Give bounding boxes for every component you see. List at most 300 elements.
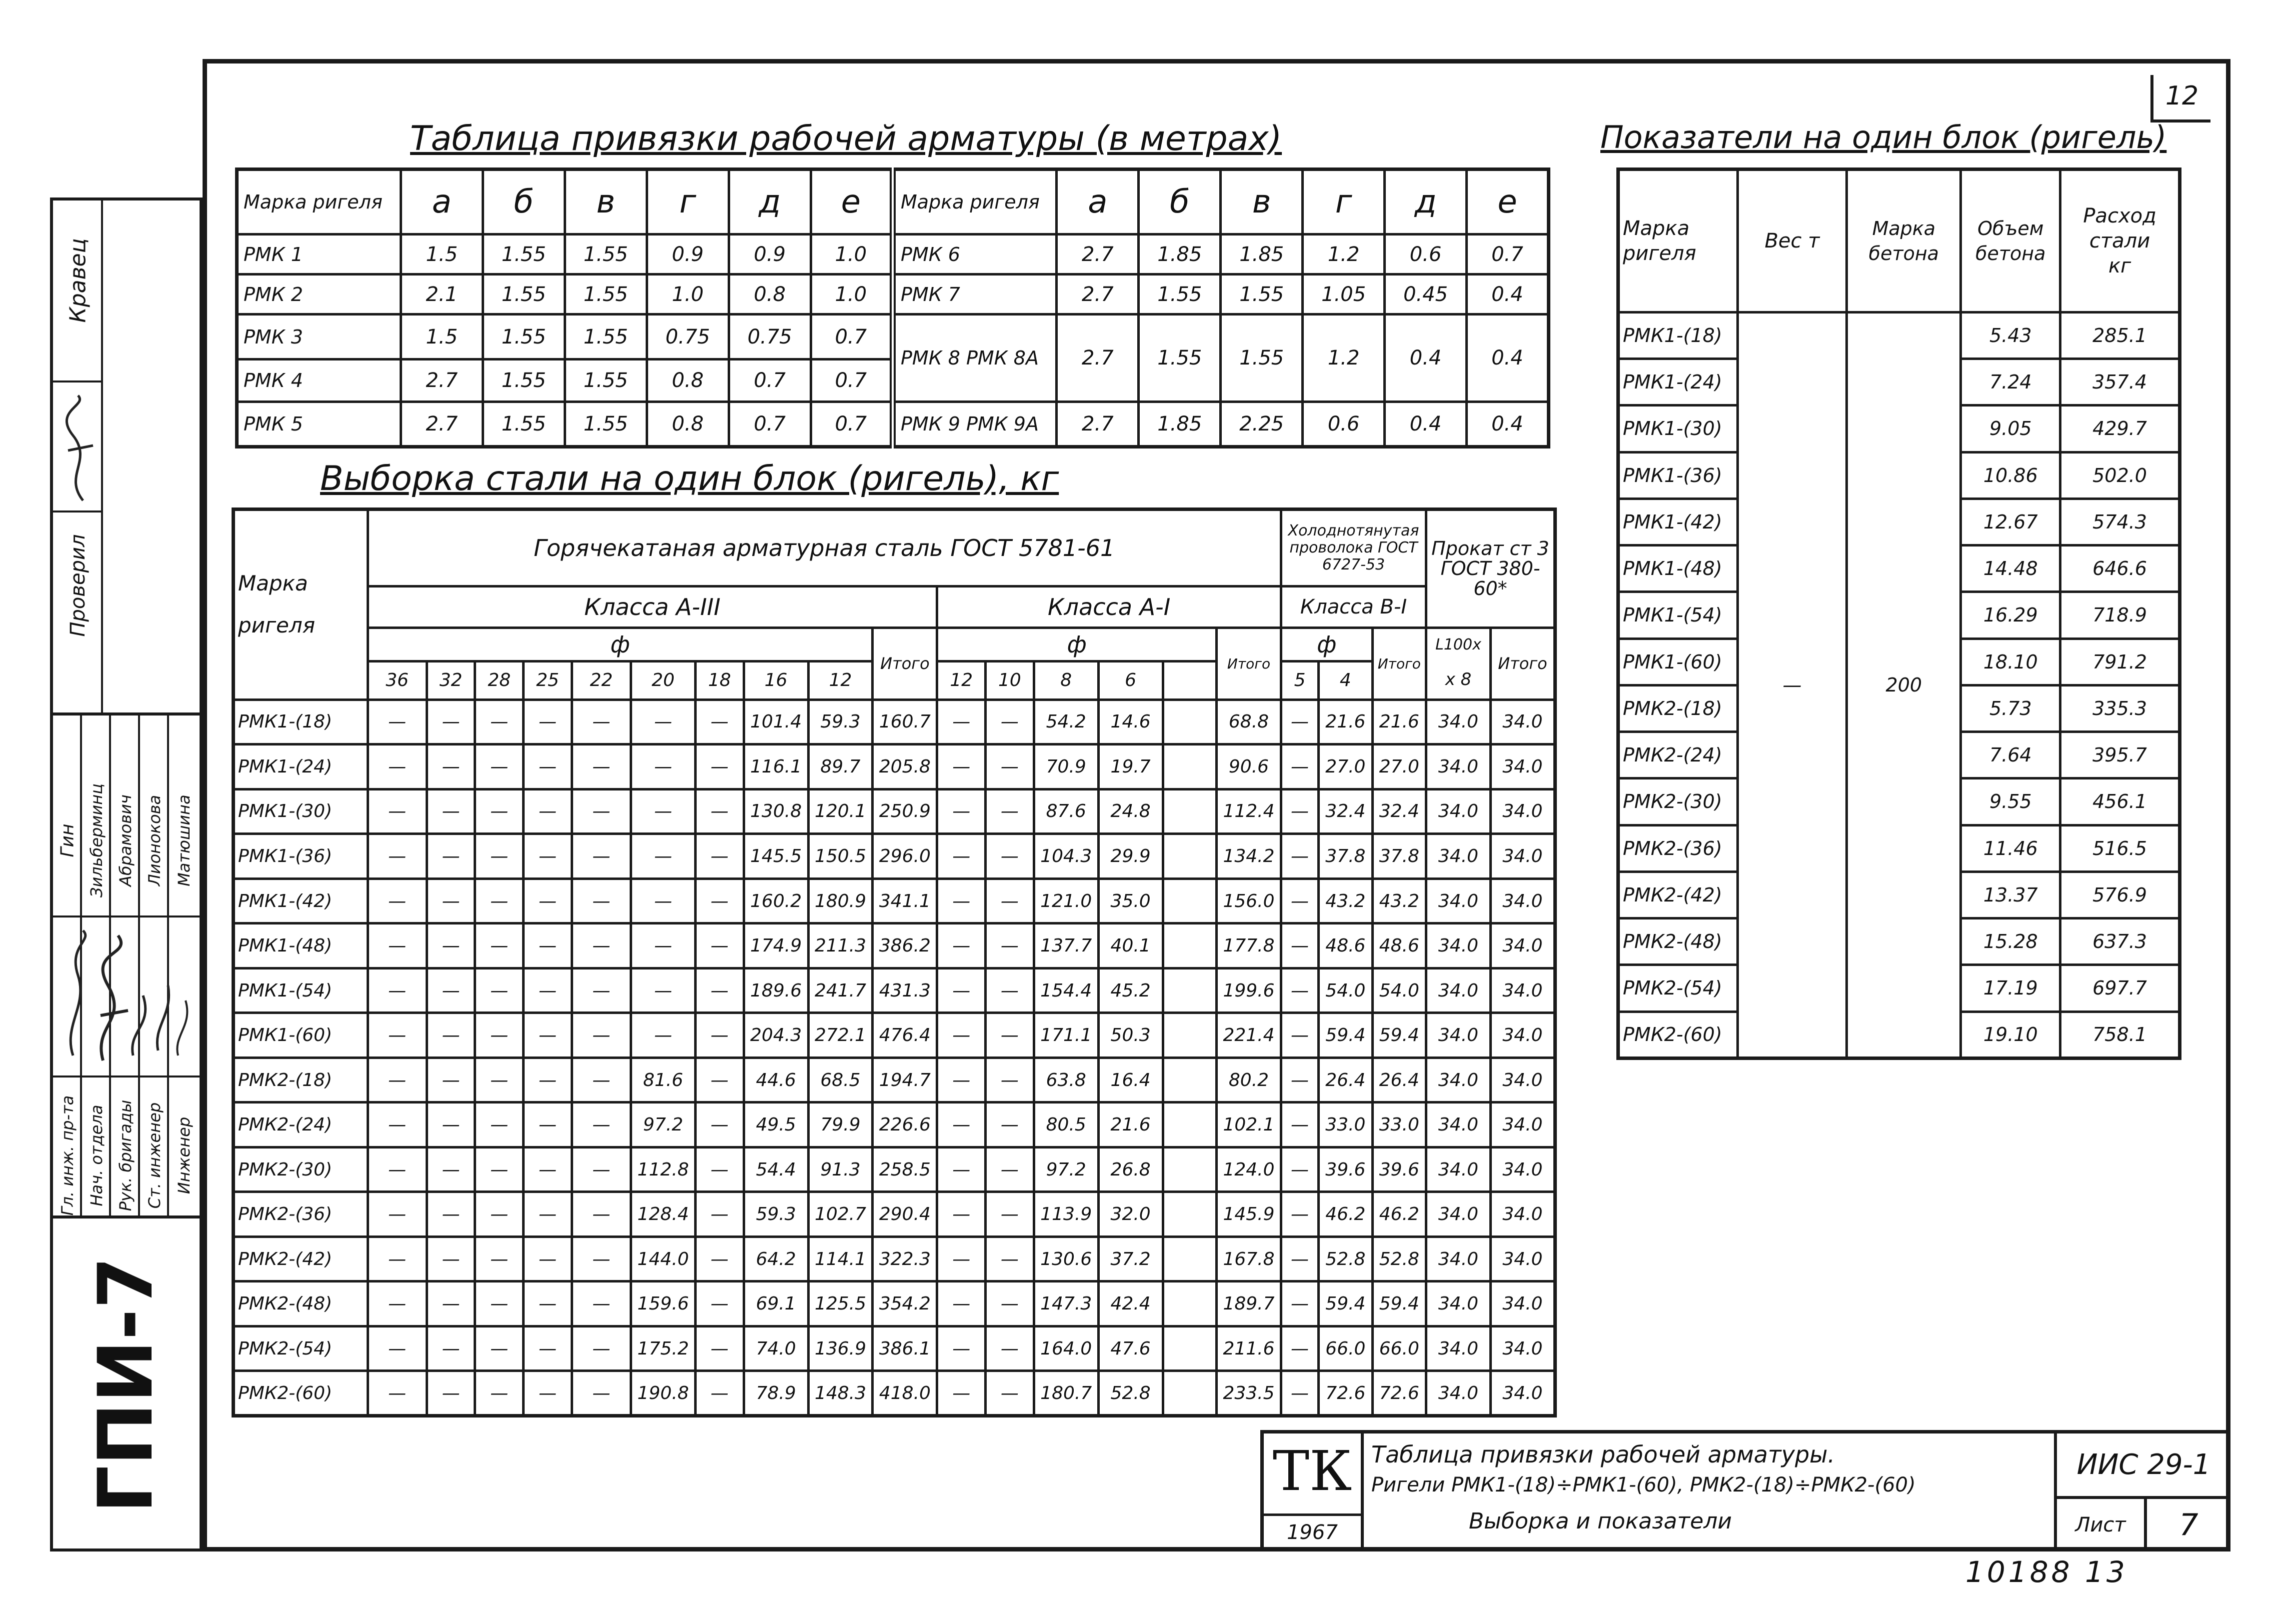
concrete-volume: 9.05 — [1961, 406, 2060, 452]
row-value: — — [695, 789, 744, 834]
row-value: — — [695, 1371, 744, 1416]
row-value: — — [524, 700, 572, 744]
row-value: 59.3 — [808, 700, 873, 744]
row-value: 211.6 — [1217, 1326, 1281, 1371]
row-value: 66.0 — [1372, 1326, 1426, 1371]
row-value: — — [1281, 1371, 1318, 1416]
row-value: — — [1281, 1013, 1318, 1058]
row-value: — — [368, 924, 427, 968]
row-value: — — [427, 924, 475, 968]
table1-header-row: Марка ригеля а б в г д е Марка ригеля а б в г д е — [237, 170, 1549, 234]
row-value: — — [368, 1102, 427, 1148]
row-value: 74.0 — [744, 1326, 808, 1371]
row-value: 34.0 — [1490, 1371, 1555, 1416]
row-value: 34.0 — [1426, 1371, 1491, 1416]
row-mark: РМК1-(36) — [234, 834, 368, 879]
row-mark: РМК2-(60) — [1618, 1012, 1738, 1058]
table2-row — [234, 1192, 1555, 1237]
row-mark: РМК1-(60) — [234, 1013, 368, 1058]
steel-consumption: 456.1 — [2060, 778, 2180, 825]
row-value: — — [937, 1236, 986, 1282]
row-value: 42.4 — [1098, 1282, 1163, 1326]
row-value: 91.3 — [808, 1147, 873, 1192]
row-value: 59.4 — [1319, 1013, 1372, 1058]
row-value: — — [475, 1147, 524, 1192]
row-value: — — [986, 968, 1034, 1013]
row-value: — — [572, 1326, 631, 1371]
row-value: — — [368, 700, 427, 744]
role-col-2: Нач. отдела Зильберминц — [82, 716, 111, 1216]
weight-value: — — [1737, 312, 1846, 1058]
row-value: — — [368, 968, 427, 1013]
row-value: — — [986, 789, 1034, 834]
table2-row — [234, 700, 1555, 744]
row-value: — — [631, 1013, 696, 1058]
checked-label: Проверил — [67, 534, 90, 637]
row-value: 34.0 — [1426, 744, 1491, 790]
row-value: 59.4 — [1319, 1282, 1372, 1326]
row-value: 45.2 — [1098, 968, 1163, 1013]
row-value: 354.2 — [873, 1282, 937, 1326]
row-value: 52.8 — [1319, 1236, 1372, 1282]
row-value: 80.5 — [1034, 1102, 1098, 1148]
table2-title: Выборка стали на один блок (ригель), кг — [320, 459, 1059, 498]
row-value: — — [572, 968, 631, 1013]
row-value: 34.0 — [1490, 834, 1555, 879]
row-value: 21.6 — [1098, 1102, 1163, 1148]
concrete-volume: 5.43 — [1961, 312, 2060, 358]
row-value: 34.0 — [1426, 878, 1491, 924]
row-value: — — [695, 1013, 744, 1058]
row-mark: РМК2-(24) — [234, 1102, 368, 1148]
row-value: — — [524, 789, 572, 834]
role-col-1: Гл. инж. пр-та Гин — [53, 716, 82, 1216]
row-value: 34.0 — [1490, 924, 1555, 968]
row-value: 34.0 — [1490, 1058, 1555, 1102]
table2-row — [234, 1013, 1555, 1058]
row-value: — — [572, 744, 631, 790]
row-value: 102.7 — [808, 1192, 873, 1237]
row-value: 116.1 — [744, 744, 808, 790]
concrete-volume: 11.46 — [1961, 825, 2060, 872]
row-mark: РМК1-(30) — [1618, 406, 1738, 452]
row-value: 101.4 — [744, 700, 808, 744]
row-value: — — [475, 1282, 524, 1326]
row-value: 145.5 — [744, 834, 808, 879]
row-value: — — [427, 834, 475, 879]
row-value: — — [986, 834, 1034, 879]
steel-consumption: 395.7 — [2060, 732, 2180, 778]
side-stamp — [50, 198, 203, 1552]
row-value: — — [368, 1147, 427, 1192]
row-value: 39.6 — [1319, 1147, 1372, 1192]
row-value: 48.6 — [1319, 924, 1372, 968]
steel-consumption: 758.1 — [2060, 1012, 2180, 1058]
row-value: 50.3 — [1098, 1013, 1163, 1058]
row-value: 177.8 — [1217, 924, 1281, 968]
row-value: — — [475, 1326, 524, 1371]
row-mark: РМК1-(48) — [1618, 546, 1738, 592]
row-value: — — [572, 924, 631, 968]
row-value: 148.3 — [808, 1371, 873, 1416]
row-value: 59.4 — [1372, 1282, 1426, 1326]
row-value: 80.2 — [1217, 1058, 1281, 1102]
row-value: 26.4 — [1372, 1058, 1426, 1102]
row-value: 54.2 — [1034, 700, 1098, 744]
row-value: 159.6 — [631, 1282, 696, 1326]
table1-row: РМК 3 1.5 1.55 1.55 0.75 0.75 0.7 РМК 8 РМК 8А 2.7 1.55 1.55 1.2 0.4 0.4 — [237, 314, 1549, 360]
row-value: — — [524, 968, 572, 1013]
row-value: 112.8 — [631, 1147, 696, 1192]
row-value: — — [631, 744, 696, 790]
row-value: 211.3 — [808, 924, 873, 968]
row-value: 90.6 — [1217, 744, 1281, 790]
row-mark: РМК2-(18) — [234, 1058, 368, 1102]
row-value: — — [427, 789, 475, 834]
row-value: 34.0 — [1426, 1282, 1491, 1326]
row-value: — — [572, 1013, 631, 1058]
row-value: 34.0 — [1426, 1236, 1491, 1282]
row-value: 167.8 — [1217, 1236, 1281, 1282]
concrete-grade: 200 — [1847, 312, 1961, 1058]
bottom-stamp — [1260, 1430, 2230, 1552]
row-value: — — [368, 1058, 427, 1102]
row-value: 189.6 — [744, 968, 808, 1013]
row-value: 174.9 — [744, 924, 808, 968]
row-mark: РМК1-(24) — [234, 744, 368, 790]
row-value: 156.0 — [1217, 878, 1281, 924]
table3-row — [1618, 312, 2180, 358]
row-mark: РМК2-(18) — [1618, 685, 1738, 732]
row-value: — — [937, 878, 986, 924]
row-value: 16.4 — [1098, 1058, 1163, 1102]
row-value: — — [524, 1147, 572, 1192]
row-value: 21.6 — [1372, 700, 1426, 744]
row-value: 34.0 — [1490, 789, 1555, 834]
row-value: — — [937, 1147, 986, 1192]
row-value: — — [986, 744, 1034, 790]
row-mark: РМК1-(36) — [1618, 452, 1738, 498]
row-value: — — [695, 1192, 744, 1237]
concrete-volume: 7.24 — [1961, 359, 2060, 406]
row-value: 97.2 — [631, 1102, 696, 1148]
steel-consumption: 718.9 — [2060, 592, 2180, 638]
concrete-volume: 9.55 — [1961, 778, 2060, 825]
row-value: — — [937, 1102, 986, 1148]
row-mark: РМК1-(18) — [1618, 312, 1738, 358]
concrete-volume: 15.28 — [1961, 918, 2060, 965]
row-value: — — [524, 1192, 572, 1237]
row-value: — — [572, 834, 631, 879]
row-value — [1163, 789, 1216, 834]
row-value: 34.0 — [1426, 834, 1491, 879]
row-value: — — [1281, 878, 1318, 924]
row-value: — — [986, 700, 1034, 744]
steel-consumption: 285.1 — [2060, 312, 2180, 358]
row-value: 34.0 — [1426, 1147, 1491, 1192]
steel-consumption: 697.7 — [2060, 965, 2180, 1012]
row-value: — — [475, 1102, 524, 1148]
row-value: 150.5 — [808, 834, 873, 879]
row-value: — — [986, 1192, 1034, 1237]
concrete-volume: 14.48 — [1961, 546, 2060, 592]
row-value: — — [524, 1013, 572, 1058]
row-mark: РМК1-(60) — [1618, 638, 1738, 685]
row-value: 322.3 — [873, 1236, 937, 1282]
concrete-volume: 18.10 — [1961, 638, 2060, 685]
row-value: 226.6 — [873, 1102, 937, 1148]
row-value: — — [937, 789, 986, 834]
row-mark: РМК2-(30) — [1618, 778, 1738, 825]
row-value: — — [695, 1102, 744, 1148]
row-value: 164.0 — [1034, 1326, 1098, 1371]
row-value: 171.1 — [1034, 1013, 1098, 1058]
stamp-series: ИИС 29-1 — [2057, 1434, 2230, 1499]
row-value: 130.8 — [744, 789, 808, 834]
row-value: — — [475, 700, 524, 744]
steel-consumption: 516.5 — [2060, 825, 2180, 872]
row-value: 34.0 — [1490, 878, 1555, 924]
row-mark: РМК2-(24) — [1618, 732, 1738, 778]
table2-diam-row: 36 32 28 25 22 20 18 16 12 12 10 8 6 5 4 x 8 — [234, 661, 1555, 700]
row-value: — — [368, 744, 427, 790]
row-value: 64.2 — [744, 1236, 808, 1282]
table1-row: РМК 1 1.5 1.55 1.55 0.9 0.9 1.0 РМК 6 2.7 1.85 1.85 1.2 0.6 0.7 — [237, 234, 1549, 274]
row-value: — — [937, 1058, 986, 1102]
row-value — [1163, 1236, 1216, 1282]
row-value: 104.3 — [1034, 834, 1098, 879]
table1-row: РМК 5 2.7 1.55 1.55 0.8 0.7 0.7 РМК 9 РМК 9А 2.7 1.85 2.25 0.6 0.4 0.4 — [237, 402, 1549, 447]
row-value: — — [1281, 834, 1318, 879]
row-value: — — [524, 1282, 572, 1326]
row-value: 241.7 — [808, 968, 873, 1013]
row-value: 120.1 — [808, 789, 873, 834]
row-value: — — [475, 744, 524, 790]
row-value: 113.9 — [1034, 1192, 1098, 1237]
row-value — [1163, 878, 1216, 924]
row-value: 124.0 — [1217, 1147, 1281, 1192]
table2-row — [234, 924, 1555, 968]
row-value: — — [986, 1058, 1034, 1102]
row-mark: РМК2-(36) — [234, 1192, 368, 1237]
row-value: 49.5 — [744, 1102, 808, 1148]
steel-consumption: 637.3 — [2060, 918, 2180, 965]
page-number: 12 — [2165, 81, 2199, 111]
table2-hot-header: Горячекатаная арматурная сталь ГОСТ 5781-61 — [368, 510, 1281, 586]
row-value: 26.8 — [1098, 1147, 1163, 1192]
row-value: — — [1281, 1236, 1318, 1282]
row-value: — — [631, 968, 696, 1013]
table2-row — [234, 834, 1555, 879]
row-value: — — [937, 700, 986, 744]
concrete-volume: 12.67 — [1961, 498, 2060, 545]
row-value: 54.4 — [744, 1147, 808, 1192]
row-value: — — [427, 1236, 475, 1282]
row-value: — — [937, 744, 986, 790]
row-value: 29.9 — [1098, 834, 1163, 879]
row-value: — — [695, 1058, 744, 1102]
row-mark: РМК1-(18) — [234, 700, 368, 744]
row-value: — — [937, 834, 986, 879]
row-value: — — [631, 700, 696, 744]
row-value: 147.3 — [1034, 1282, 1098, 1326]
row-value: — — [572, 700, 631, 744]
row-mark: РМК2-(42) — [234, 1236, 368, 1282]
row-value: — — [368, 1013, 427, 1058]
table2-row — [234, 1058, 1555, 1102]
row-value: — — [986, 1102, 1034, 1148]
row-mark: РМК1-(30) — [234, 789, 368, 834]
row-value: 40.1 — [1098, 924, 1163, 968]
row-value: 46.2 — [1372, 1192, 1426, 1237]
row-value: 69.1 — [744, 1282, 808, 1326]
row-value: 34.0 — [1490, 1236, 1555, 1282]
row-value: 24.8 — [1098, 789, 1163, 834]
row-value: 34.0 — [1426, 700, 1491, 744]
table2-row — [234, 1236, 1555, 1282]
row-value: 87.6 — [1034, 789, 1098, 834]
table2-row — [234, 1147, 1555, 1192]
row-value: 48.6 — [1372, 924, 1426, 968]
row-value: — — [368, 1326, 427, 1371]
row-value: — — [695, 834, 744, 879]
steel-consumption: 791.2 — [2060, 638, 2180, 685]
row-value: 54.0 — [1372, 968, 1426, 1013]
row-value: — — [475, 1058, 524, 1102]
row-value: — — [427, 878, 475, 924]
row-value: 32.4 — [1372, 789, 1426, 834]
row-value: — — [695, 744, 744, 790]
row-mark: РМК2-(42) — [1618, 872, 1738, 918]
row-value: — — [572, 1102, 631, 1148]
table2-cold-header: Холоднотянутая проволока ГОСТ 6727-53 — [1281, 510, 1426, 586]
row-value: — — [986, 1147, 1034, 1192]
row-value: 37.8 — [1319, 834, 1372, 879]
row-value: 27.0 — [1372, 744, 1426, 790]
row-value: 97.2 — [1034, 1147, 1098, 1192]
row-value: — — [631, 878, 696, 924]
row-value: — — [1281, 1058, 1318, 1102]
table1-title: Таблица привязки рабочей арматуры (в метрах) — [410, 119, 1282, 158]
row-value: — — [572, 1236, 631, 1282]
row-value: — — [695, 1236, 744, 1282]
concrete-volume: 10.86 — [1961, 452, 2060, 498]
row-value: — — [475, 878, 524, 924]
row-value: 39.6 — [1372, 1147, 1426, 1192]
stamp-sheet-number: 7 — [2179, 1508, 2198, 1542]
row-value: 70.9 — [1034, 744, 1098, 790]
table2-row — [234, 1102, 1555, 1148]
row-value: — — [524, 744, 572, 790]
row-value: 14.6 — [1098, 700, 1163, 744]
row-value: 32.0 — [1098, 1192, 1163, 1237]
row-value: — — [475, 1236, 524, 1282]
row-value — [1163, 1147, 1216, 1192]
row-value: — — [695, 924, 744, 968]
row-value: 160.7 — [873, 700, 937, 744]
checker-name: Кравец — [65, 238, 91, 323]
row-value: — — [475, 1371, 524, 1416]
row-value: — — [368, 1371, 427, 1416]
table2-row — [234, 744, 1555, 790]
row-value: 160.2 — [744, 878, 808, 924]
row-value: 43.2 — [1319, 878, 1372, 924]
row-value: 34.0 — [1490, 1102, 1555, 1148]
row-value — [1163, 924, 1216, 968]
row-value: 34.0 — [1490, 1192, 1555, 1237]
row-value: — — [695, 1147, 744, 1192]
row-value: — — [427, 1282, 475, 1326]
row-value: 52.8 — [1372, 1236, 1426, 1282]
row-value: 34.0 — [1426, 1102, 1491, 1148]
row-mark: РМК2-(60) — [234, 1371, 368, 1416]
row-value: — — [631, 924, 696, 968]
role-col-5: Инженер Матюшина — [175, 794, 194, 1194]
row-value: 418.0 — [873, 1371, 937, 1416]
row-value: — — [631, 834, 696, 879]
row-value: 112.4 — [1217, 789, 1281, 834]
row-value — [1163, 1102, 1216, 1148]
row-value: — — [524, 1236, 572, 1282]
table2-row — [234, 968, 1555, 1013]
row-value: 102.1 — [1217, 1102, 1281, 1148]
table2-class-b1: Класса В-I — [1281, 586, 1426, 628]
row-value: 145.9 — [1217, 1192, 1281, 1237]
row-value: — — [427, 1102, 475, 1148]
row-value: — — [1281, 968, 1318, 1013]
row-value: — — [475, 834, 524, 879]
row-value: 258.5 — [873, 1147, 937, 1192]
row-value: — — [986, 1236, 1034, 1282]
row-value: 63.8 — [1034, 1058, 1098, 1102]
row-value: 431.3 — [873, 968, 937, 1013]
row-value: 32.4 — [1319, 789, 1372, 834]
steel-consumption: 335.3 — [2060, 685, 2180, 732]
row-value: 190.8 — [631, 1371, 696, 1416]
row-value: 296.0 — [873, 834, 937, 879]
table2-body — [234, 700, 1555, 1416]
row-value: — — [695, 968, 744, 1013]
concrete-volume: 5.73 — [1961, 685, 2060, 732]
row-value: 66.0 — [1319, 1326, 1372, 1371]
row-value: 34.0 — [1490, 1147, 1555, 1192]
row-value: — — [524, 1102, 572, 1148]
row-mark: РМК1-(42) — [1618, 498, 1738, 545]
row-value: — — [524, 1326, 572, 1371]
row-value: 37.8 — [1372, 834, 1426, 879]
row-value: 35.0 — [1098, 878, 1163, 924]
row-value: 26.4 — [1319, 1058, 1372, 1102]
row-value: 59.4 — [1372, 1013, 1426, 1058]
row-value: 34.0 — [1426, 968, 1491, 1013]
stamp-year: 1967 — [1264, 1514, 1361, 1544]
row-mark: РМК1-(42) — [234, 878, 368, 924]
row-value: — — [695, 1326, 744, 1371]
row-value: 194.7 — [873, 1058, 937, 1102]
org-name: ГПИ-7 — [83, 1256, 170, 1514]
row-value: — — [427, 700, 475, 744]
row-value: — — [695, 1282, 744, 1326]
row-mark: РМК2-(30) — [234, 1147, 368, 1192]
row-value: 34.0 — [1426, 1326, 1491, 1371]
row-value: 180.9 — [808, 878, 873, 924]
table2-prokat-header: Прокат ст 3 ГОСТ 380-60* — [1426, 510, 1555, 628]
table2-row — [234, 789, 1555, 834]
row-value: 34.0 — [1426, 1013, 1491, 1058]
footer-numbers: 10188 13 — [1965, 1555, 2128, 1589]
row-value — [1163, 1013, 1216, 1058]
table2-class-a1: Класса А-I — [937, 586, 1281, 628]
